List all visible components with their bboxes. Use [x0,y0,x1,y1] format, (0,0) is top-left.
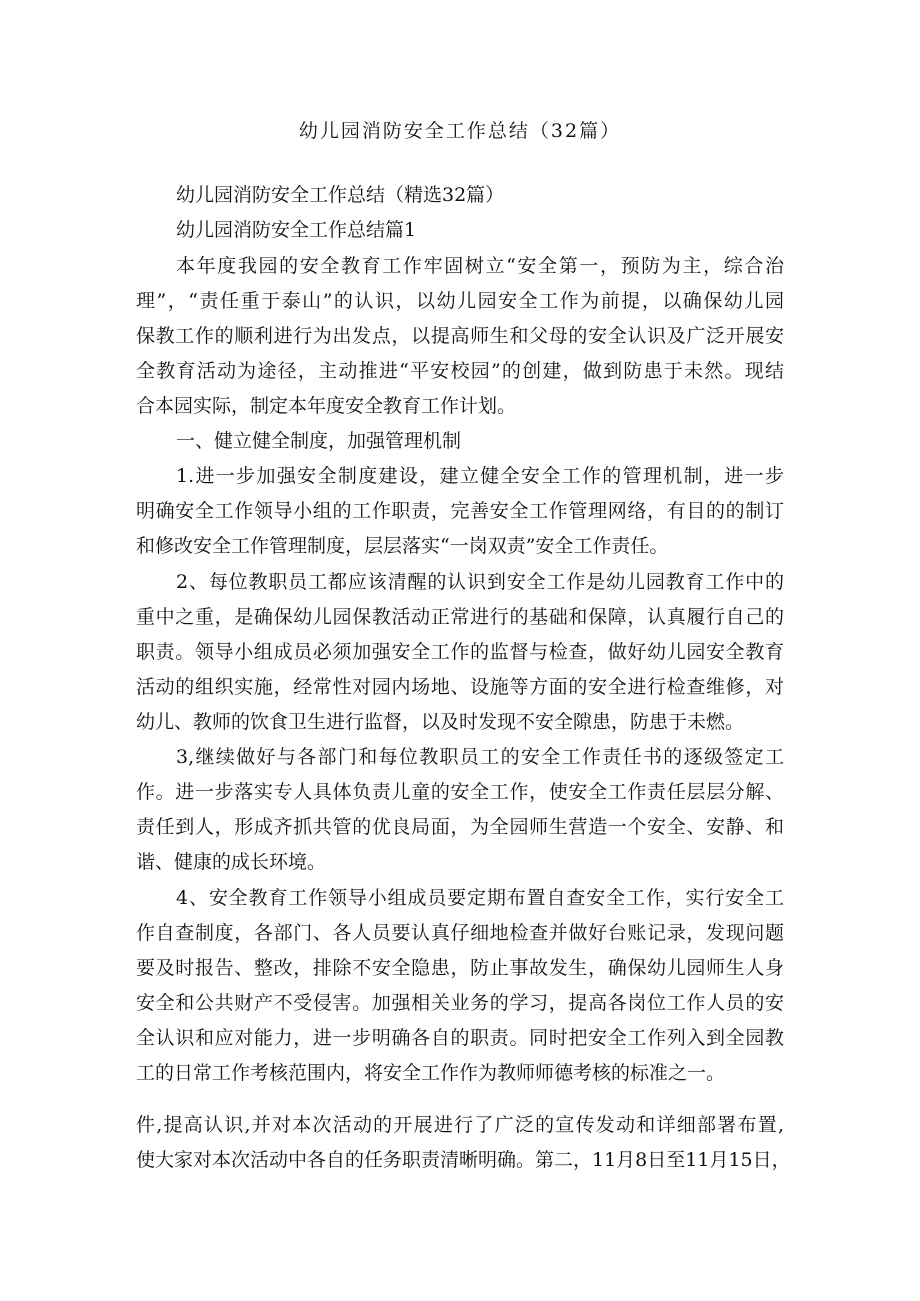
paragraph-line: 使大家对本次活动中各自的任务职责清晰明确。第二，11月8日至11月15日， [136,1149,791,1171]
paragraph-line: 和修改安全工作管理制度，层层落实“一岗双责”安全工作责任。 [136,535,669,557]
paragraph-line: 作。进一步落实专人具体负责儿童的安全工作，使安全工作责任层层分解、 [136,781,784,803]
paragraph-line: 要及时报告、整改，排除不安全隐患，防止事故发生，确保幼儿园师生人身 [136,957,784,979]
paragraph-line: 合本园实际，制定本年度安全教育工作计划。 [136,395,517,417]
paragraph-line: 重中之重，是确保幼儿园保教活动正常进行的基础和保障，认真履行自己的 [136,606,784,628]
paragraph-line: 2、每位教职员工都应该清醒的认识到安全工作是幼儿园教育工作中的 [176,571,784,593]
paragraph-line: 理”，“责任重于泰山”的认识，以幼儿园安全工作为前提，以确保幼儿园 [136,290,784,312]
paragraph-line: 全教育活动为途径，主动推进“平安校园”的创建，做到防患于未然。现结 [136,360,784,382]
paragraph-line: 幼儿、教师的饮食卫生进行监督，以及时发现不安全隙患，防患于未燃。 [136,711,745,733]
paragraph-line: 职责。领导小组成员必须加强安全工作的监督与检查，做好幼儿园安全教育 [136,641,784,663]
paragraph-line: 4、安全教育工作领导小组成员要定期布置自查安全工作，实行安全工 [176,887,784,909]
paragraph-line: 责任到人，形成齐抓共管的优良局面，为全园师生营造一个安全、安静、和 [136,816,784,838]
paragraph-line: 活动的组织实施，经常性对园内场地、设施等方面的安全进行检查维修，对 [136,676,784,698]
document-subtitle: 幼儿园消防安全工作总结（精选32篇） [176,184,505,206]
paragraph-line: 3,继续做好与各部门和每位教职员工的安全工作责任书的逐级签定工 [176,746,784,768]
paragraph-line: 本年度我园的安全教育工作牢固树立“安全第一，预防为主，综合治 [176,255,784,277]
paragraph-line: 件,提高认识,并对本次活动的开展进行了广泛的宣传发动和详细部署布置, [136,1114,784,1136]
paragraph-line: 工的日常工作考核范围内，将安全工作作为教师师德考核的标准之一。 [136,1062,726,1084]
paragraph-line: 全认识和应对能力，进一步明确各自的职责。同时把安全工作列入到全园教 [136,1027,784,1049]
paragraph-line: 谐、健康的成长环境。 [136,851,327,873]
section-heading: 一、健立健全制度，加强管理机制 [176,430,462,452]
paragraph-line: 明确安全工作领导小组的工作职责，完善安全工作管理网络，有目的的制订 [136,500,784,522]
paragraph-line: 作自查制度，各部门、各人员要认真仔细地检查并做好台账记录，发现问题 [136,922,784,944]
paragraph-line: 保教工作的顺利进行为出发点，以提高师生和父母的安全认识及广泛开展安 [136,325,784,347]
paragraph-line: 安全和公共财产不受侵害。加强相关业务的学习，提高各岗位工作人员的安 [136,992,784,1014]
paragraph-line: 1.进一步加强安全制度建设，建立健全安全工作的管理机制，进一步 [176,465,784,487]
section-title: 幼儿园消防安全工作总结篇1 [176,219,417,241]
document-title: 幼儿园消防安全工作总结（32篇） [298,120,622,142]
